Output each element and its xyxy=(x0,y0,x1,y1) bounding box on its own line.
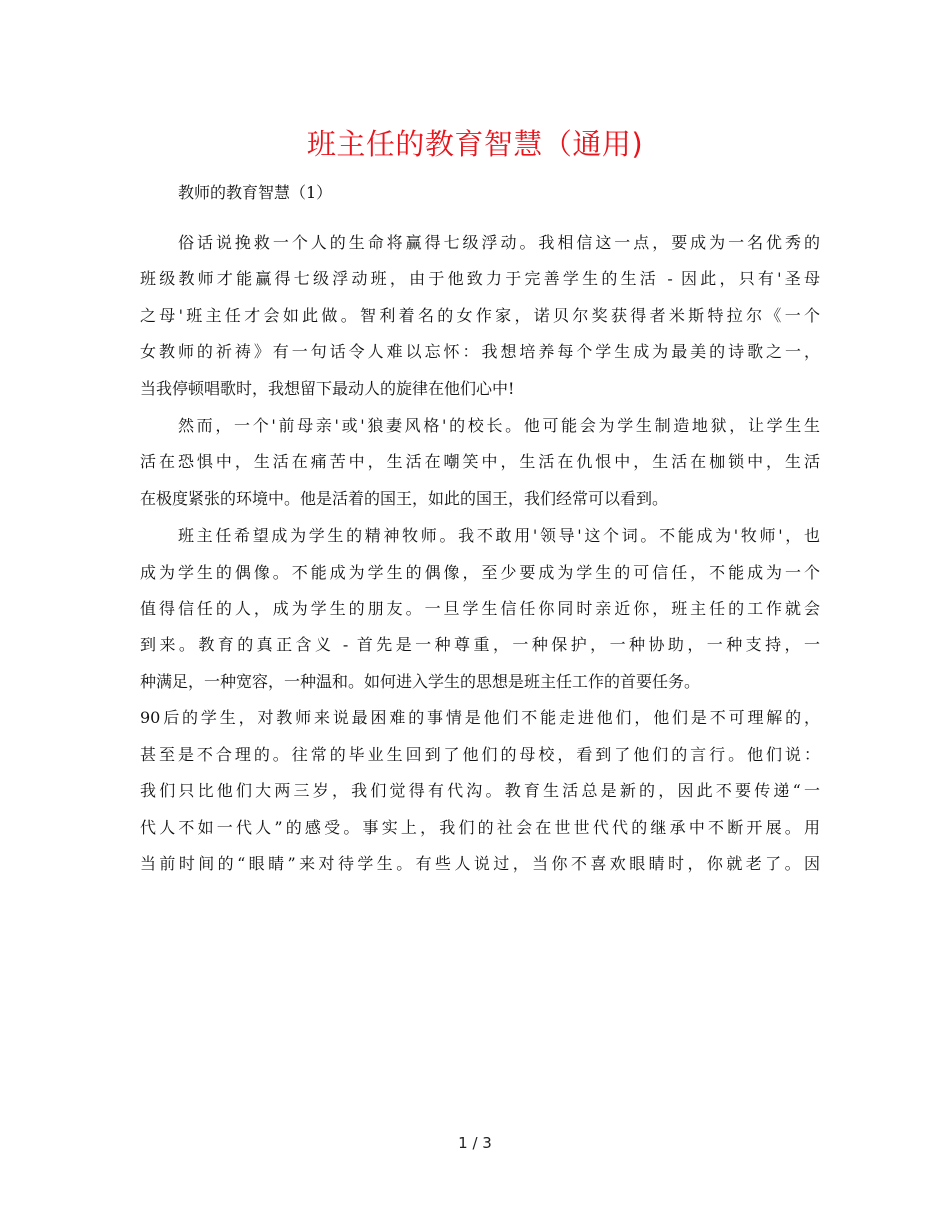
text-line: 之母'班主任才会如此做。智利着名的女作家，诺贝尔奖获得者米斯特拉尔《一个 xyxy=(140,305,820,325)
text-line: 然而，一个'前母亲'或'狼妻风格'的校长。他可能会为学生制造地狱，让学生生 xyxy=(178,416,820,436)
paragraph-1 xyxy=(140,225,820,407)
text-line: 值得信任的人，成为学生的朋友。一旦学生信任你同时亲近你，班主任的工作就会 xyxy=(140,599,820,619)
text-line: 种满足，一种宽容，一种温和。如何进入学生的思想是班主任工作的首要任务。 xyxy=(140,671,701,691)
text-line: 我们只比他们大两三岁，我们觉得有代沟。教育生活总是新的，因此不要传递“一 xyxy=(140,781,820,801)
paragraph-3 xyxy=(140,518,820,882)
text-line: 到来。教育的真正含义 - 首先是一种尊重，一种保护，一种协助，一种支持，一 xyxy=(140,635,820,655)
text-line: 活在恐惧中，生活在痛苦中，生活在嘲笑中，生活在仇恨中，生活在枷锁中，生活 xyxy=(140,452,820,472)
text-line: 成为学生的偶像。不能成为学生的偶像，至少要成为学生的可信任，不能成为一个 xyxy=(140,562,820,582)
section-subheading: 教师的教育智慧（1） xyxy=(178,183,333,202)
document-title: 班主任的教育智慧（通用) xyxy=(306,127,644,161)
text-line: 甚至是不合理的。往常的毕业生回到了他们的母校，看到了他们的言行。他们说： xyxy=(140,744,820,764)
text-line: 在极度紧张的环境中。他是活着的国王，如此的国王，我们经常可以看到。 xyxy=(140,488,669,508)
text-line: 当前时间的“眼睛”来对待学生。有些人说过，当你不喜欢眼睛时，你就老了。因 xyxy=(140,853,820,873)
text-line: 代人不如一代人”的感受。事实上，我们的社会在世世代代的继承中不断开展。用 xyxy=(140,817,820,837)
page-number: 1 / 3 xyxy=(458,1134,492,1152)
text-line: 90后的学生，对教师来说最困难的事情是他们不能走进他们，他们是不可理解的， xyxy=(140,708,820,728)
text-line: 女教师的祈祷》有一句话令人难以忘怀：我想培养每个学生成为最美的诗歌之一， xyxy=(140,342,820,362)
text-line: 班级教师才能赢得七级浮动班，由于他致力于完善学生的生活 - 因此，只有'圣母 xyxy=(140,269,820,289)
document-body xyxy=(140,225,820,883)
text-line: 俗话说挽救一个人的生命将赢得七级浮动。我相信这一点，要成为一名优秀的 xyxy=(178,233,820,252)
text-line: 当我停顿唱歌时，我想留下最动人的旋律在他们心中! xyxy=(140,378,515,398)
paragraph-2 xyxy=(140,408,820,517)
text-line: 班主任希望成为学生的精神牧师。我不敢用'领导'这个词。不能成为'牧师'，也 xyxy=(178,526,820,546)
